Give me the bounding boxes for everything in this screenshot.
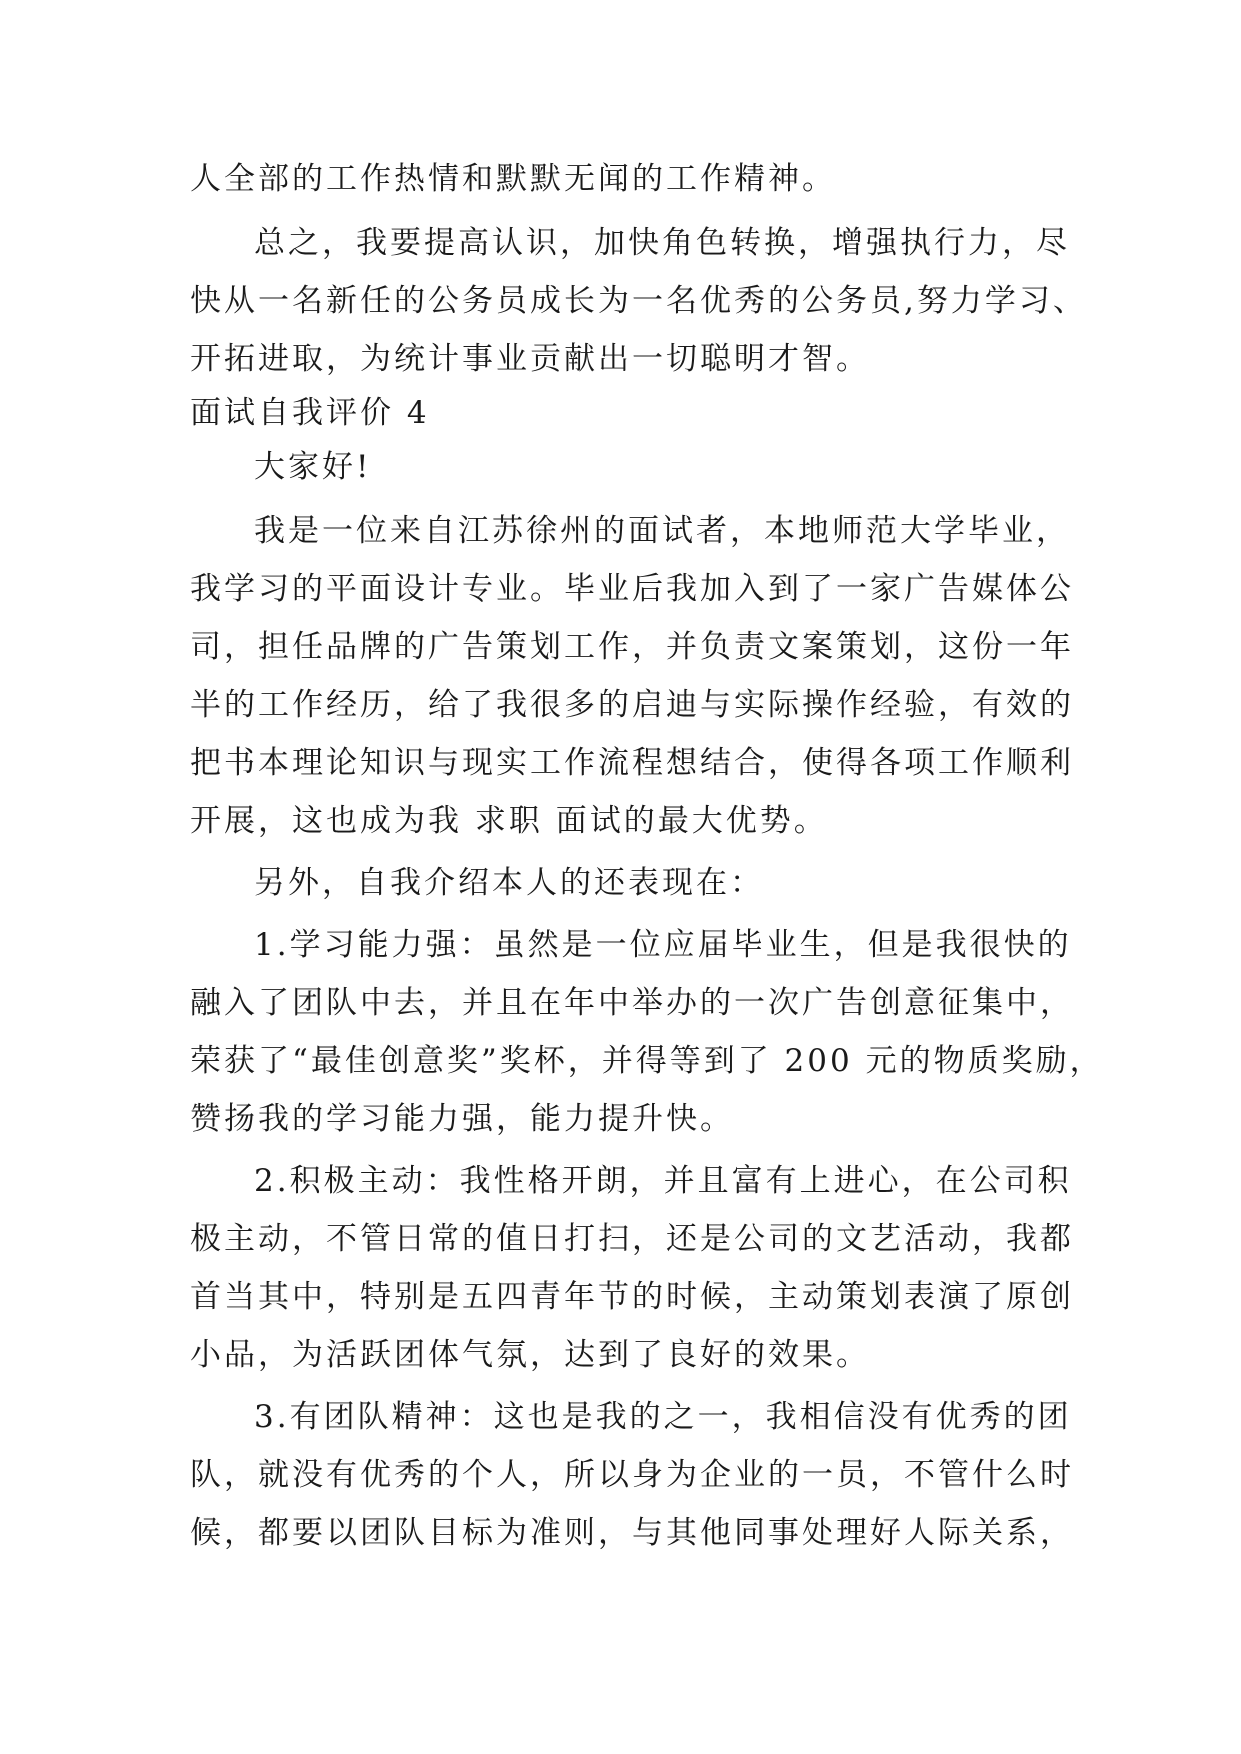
text-line: 队，就没有优秀的个人，所以身为企业的一员，不管什么时 xyxy=(190,1457,1074,1493)
text-line: 首当其中，特别是五四青年节的时候，主动策划表演了原创 xyxy=(190,1279,1074,1315)
document-page xyxy=(190,150,1104,1562)
text-line: 小品，为活跃团体气氛，达到了良好的效果。 xyxy=(190,1337,870,1373)
text-line: 候，都要以团队目标为准则，与其他同事处理好人际关系， xyxy=(190,1515,1074,1551)
text-line: 把书本理论知识与现实工作流程想结合，使得各项工作顺利 xyxy=(190,745,1074,781)
text-line: 开展，这也成为我 求职 面试的最大优势。 xyxy=(190,803,828,839)
text-line: 2.积极主动：我性格开朗，并且富有上进心，在公司积 xyxy=(254,1163,1072,1199)
text-line: 大家好! xyxy=(254,449,372,485)
text-line: 司，担任品牌的广告策划工作，并负责文案策划，这份一年 xyxy=(190,629,1074,665)
text-line: 我是一位来自江苏徐州的面试者，本地师范大学毕业， xyxy=(254,513,1070,549)
text-line: 我学习的平面设计专业。毕业后我加入到了一家广告媒体公 xyxy=(190,571,1074,607)
text-line: 总之，我要提高认识，加快角色转换，增强执行力，尽 xyxy=(254,225,1070,261)
text-line: 3.有团队精神：这也是我的之一，我相信没有优秀的团 xyxy=(254,1399,1072,1435)
text-line: 快从一名新任的公务员成长为一名优秀的公务员,努力学习、 xyxy=(190,283,1087,319)
text-line: 半的工作经历，给了我很多的启迪与实际操作经验，有效的 xyxy=(190,687,1074,723)
text-line: 另外，自我介绍本人的还表现在： xyxy=(254,865,764,901)
text-line: 1.学习能力强：虽然是一位应届毕业生，但是我很快的 xyxy=(254,927,1072,963)
text-line: 荣获了“最佳创意奖”奖杯，并得等到了 200 元的物质奖励， xyxy=(190,1043,1104,1079)
text-line: 开拓进取，为统计事业贡献出一切聪明才智。 xyxy=(190,341,870,377)
text-line: 赞扬我的学习能力强，能力提升快。 xyxy=(190,1101,734,1137)
text-line: 人全部的工作热情和默默无闻的工作精神。 xyxy=(190,161,836,197)
text-line: 融入了团队中去，并且在年中举办的一次广告创意征集中， xyxy=(190,985,1074,1021)
section-heading: 面试自我评价 4 xyxy=(190,395,430,431)
text-line: 极主动，不管日常的值日打扫，还是公司的文艺活动，我都 xyxy=(190,1221,1074,1257)
